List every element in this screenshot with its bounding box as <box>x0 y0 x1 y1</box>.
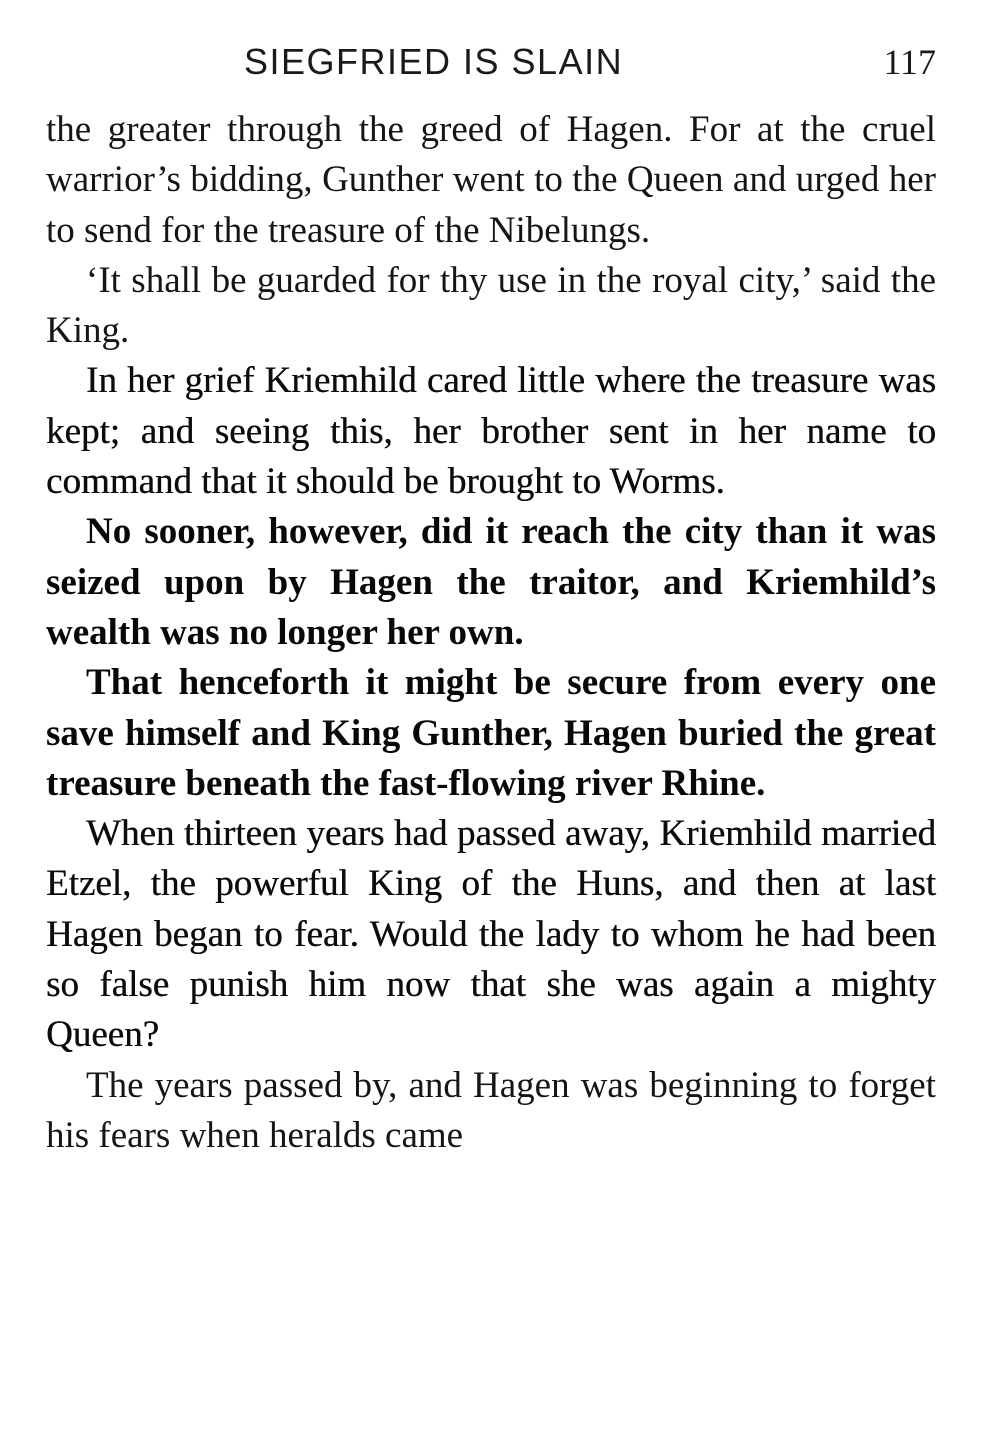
running-head <box>244 34 936 90</box>
paragraph: That henceforth it might be secure from every one save himself and King Gunther, Hagen buried the great treasure beneath the fast-flowing river Rhine. <box>46 662 936 804</box>
body-text <box>46 105 936 1161</box>
paragraph: The years passed by, and Hagen was beginning to forget his fears when heralds came <box>46 1064 936 1156</box>
paragraph: ‘It shall be guarded for thy use in the royal city,’ said the King. <box>46 259 936 352</box>
paragraph: When thirteen years had passed away, Kriemhild married Etzel, the powerful King of the Huns, and then at last Hagen began to fear. Would the lady to whom he had been so false punish him now that she was again a mighty Queen? <box>46 813 936 1056</box>
page-number: 117 <box>883 42 936 82</box>
paragraph: the greater through the greed of Hagen. For at the cruel warrior’s bidding, Gunther went to the Queen and urged her to send for the treasure of the Nibelungs. <box>46 109 936 251</box>
running-title: SIEGFRIED IS SLAIN <box>244 41 624 82</box>
paragraph: In her grief Kriemhild cared little where the treasure was kept; and seeing this, her brother sent in her name to command that it should be brought to Worms. <box>46 360 936 503</box>
paragraph: No sooner, however, did it reach the city than it was seized upon by Hagen the traitor, and Kriemhild’s wealth was no longer her own. <box>46 511 936 653</box>
